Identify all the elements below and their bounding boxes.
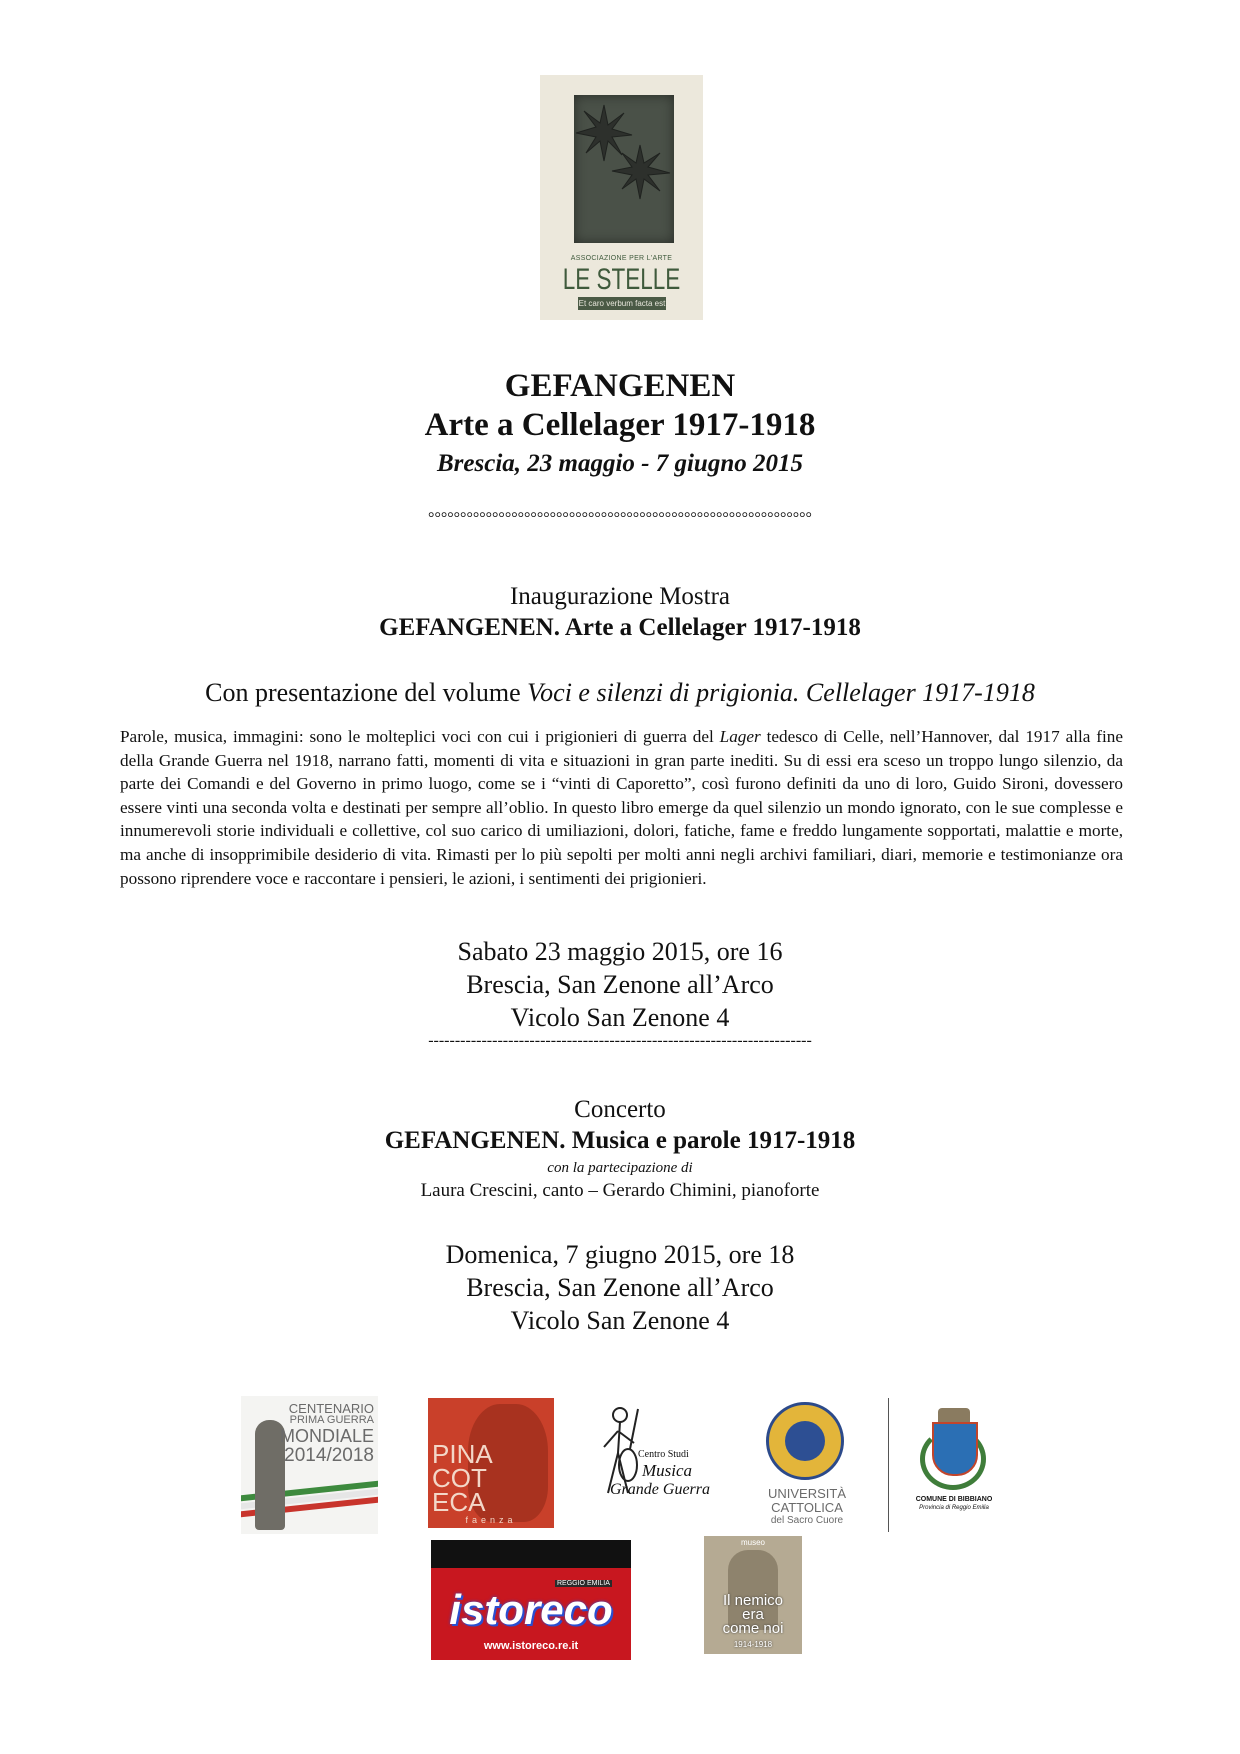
centenario-line4: 2014/2018	[284, 1445, 374, 1466]
istoreco-url: www.istoreco.re.it	[483, 1640, 579, 1652]
musica-grande-guerra-logo	[598, 1403, 716, 1515]
concert-label: Concerto	[574, 1096, 666, 1123]
university-seal-icon	[766, 1402, 844, 1480]
centenario-line3: MONDIALE	[279, 1426, 374, 1446]
description-paragraph	[120, 725, 1123, 890]
universita-cattolica-logo	[762, 1400, 852, 1532]
logo-org-name: LE STELLE	[562, 263, 681, 296]
dashed-divider: ------------------------------------------------------------------------	[428, 1032, 812, 1049]
book-title: Voci e silenzi di prigionia. Cellelager 1917-1918	[527, 678, 1035, 707]
page-title: GEFANGENEN	[504, 368, 736, 404]
page-subtitle: Arte a Cellelager 1917-1918	[424, 407, 816, 443]
bibbiano-province: Provincia di Reggio Emilia	[919, 1505, 989, 1511]
istoreco-logo	[431, 1540, 631, 1660]
inauguration-date: Sabato 23 maggio 2015, ore 16	[457, 937, 783, 966]
cattolica-line2: CATTOLICA	[771, 1500, 843, 1515]
nemico-years: 1914-1918	[733, 1640, 773, 1649]
pinacoteca-line1: PINA	[432, 1439, 493, 1469]
istoreco-name: istoreco	[449, 1586, 613, 1633]
place-dates: Brescia, 23 maggio - 7 giugno 2015	[437, 450, 803, 477]
crown-icon	[938, 1408, 970, 1422]
concert-participation: con la partecipazione di	[547, 1160, 693, 1176]
logo-org-small: ASSOCIAZIONE PER L'ARTE	[570, 255, 673, 262]
inauguration-title: GEFANGENEN. Arte a Cellelager 1917-1918	[379, 614, 861, 641]
centenario-line2: PRIMA GUERRA	[289, 1414, 374, 1426]
inauguration-address: Vicolo San Zenone 4	[510, 1003, 730, 1032]
concert-address: Vicolo San Zenone 4	[510, 1306, 730, 1335]
coat-of-arms-icon	[932, 1422, 978, 1476]
paragraph-part-1: Parole, musica, immagini: sono le molteplici voci con cui i prigionieri di guerra del	[120, 727, 720, 746]
musica-line3: Grande Guerra	[610, 1481, 710, 1498]
star-plate-icon	[574, 95, 674, 243]
presentation-prefix: Con presentazione del volume	[205, 678, 528, 707]
pinacoteca-logo	[428, 1398, 554, 1528]
centenario-logo	[241, 1396, 378, 1534]
inauguration-details	[0, 935, 1240, 1034]
concert-performers: Laura Crescini, canto – Gerardo Chimini, pianoforte	[420, 1180, 820, 1201]
inauguration-label: Inaugurazione Mostra	[509, 583, 731, 610]
concert-venue: Brescia, San Zenone all’Arco	[466, 1273, 774, 1302]
pinacoteca-line2: COT	[432, 1463, 487, 1493]
logo-motto: Et caro verbum facta est	[578, 299, 666, 308]
musica-line2: Musica	[642, 1461, 693, 1480]
paragraph-part-2: tedesco di Celle, nell’Hannover, dal 1917 alla fine della Grande Guerra nel 1918, narrano fatti, momenti di vita e situazioni in gran parte inediti. Su di essi era sceso un troppo lungo silenzio, da parte dei Comandi e del Governo in primo luogo, come se i “vinti di Caporetto”, così furono definiti da uno di loro, Guido Sironi, dovessero essere vinti una seconda volta e destinati per sempre all’oblio. In questo libro emerge da quel silenzio un mondo ignorato, con le sue complesse e innumerevoli storie individuali e collettive, col suo carico di umiliazioni, dolori, fatiche, fame e freddo lungamente sopportati, malattie e morte, ma anche di insopprimibile desiderio di vita. Rimasti per lo più sepolti per molti anni negli archivi familiari, diari, memorie e testimonianze ora possono riprendere voce e raccontare i pensieri, le azioni, i sentimenti dei prigionieri.	[120, 727, 1123, 888]
cattolica-line1: UNIVERSITÀ	[767, 1486, 846, 1501]
museo-nemico-logo	[704, 1536, 802, 1654]
logo-separator	[888, 1398, 889, 1532]
musica-line1: Centro Studi	[638, 1449, 689, 1460]
concert-date: Domenica, 7 giugno 2015, ore 18	[445, 1240, 795, 1269]
centenario-line1: CENTENARIO	[288, 1401, 374, 1416]
circle-separator: °°°°°°°°°°°°°°°°°°°°°°°°°°°°°°°°°°°°°°°°°°°°°°°°°°°°°°°°°°°°	[428, 510, 812, 527]
nemico-top: museo	[740, 1538, 765, 1547]
paragraph-lager: Lager	[719, 727, 761, 746]
pinacoteca-city: faenza	[465, 1515, 517, 1525]
concert-title: GEFANGENEN. Musica e parole 1917-1918	[384, 1127, 856, 1154]
nemico-line2: era	[742, 1606, 764, 1623]
pinacoteca-line3: ECA	[432, 1487, 486, 1517]
inauguration-venue: Brescia, San Zenone all’Arco	[466, 970, 774, 999]
concert-details	[0, 1238, 1240, 1337]
nemico-line1: Il nemico	[722, 1592, 784, 1609]
le-stelle-logo	[540, 75, 703, 320]
comune-bibbiano-logo	[910, 1408, 998, 1518]
book-presentation	[0, 678, 1240, 708]
bibbiano-name: COMUNE DI BIBBIANO	[915, 1496, 993, 1503]
cattolica-line3: del Sacro Cuore	[770, 1515, 844, 1526]
nemico-line3: come noi	[722, 1620, 784, 1637]
istoreco-region: REGGIO EMILIA	[557, 1580, 610, 1587]
